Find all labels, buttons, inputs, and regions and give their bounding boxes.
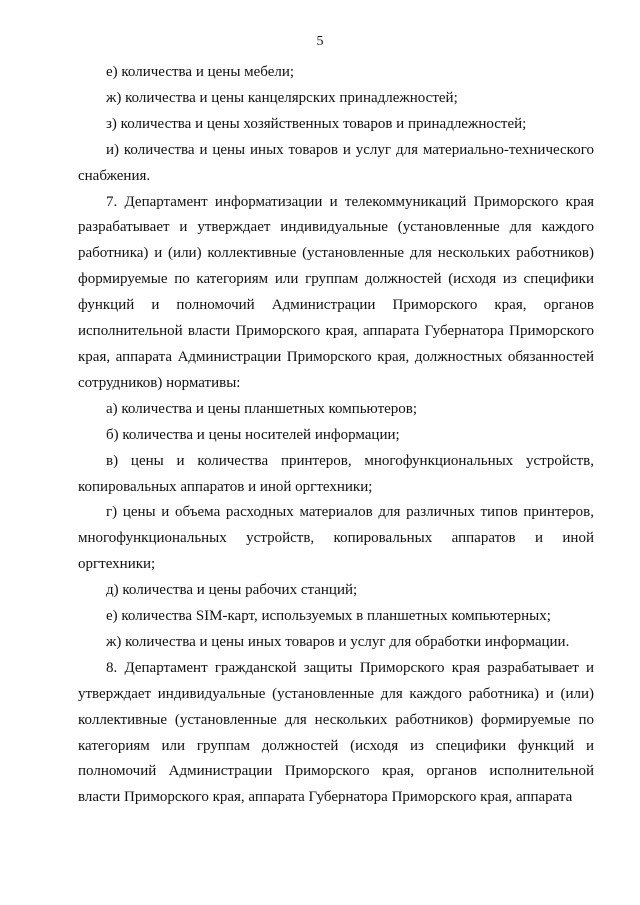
paragraph-item-e2: е) количества SIM-карт, используемых в планшетных компьютерных; xyxy=(106,608,551,625)
paragraph-clause-8: 8. Департамент гражданской защиты Приморского края разрабатывает и утверждает индивидуальные (установленные для каждого работника) и (или) коллективные (установленные для нескольких работников) формируемые по категориям или группам должностей (исходя из специфики функций и полномочий Администрации Приморского края, органов исполнительной власти Приморского края, аппарата Губернатора Приморского края, аппарата xyxy=(78,659,594,806)
paragraph-item-e: е) количества и цены мебели; xyxy=(106,64,295,80)
paragraph-item-g: г) цены и объема расходных материалов для различных типов принтеров, многофункциональных устройств, копировальных аппаратов и иной оргтехники; xyxy=(78,504,594,573)
paragraph-clause-7: 7. Департамент информатизации и телекоммуникаций Приморского края разрабатывает и утверждает индивидуальные (установленные для каждого работника) и (или) коллективные (установленные для нескольких работников) формируемые по категориям или группам должностей (исходя из специфики функций и полномочий Администрации Приморского края, органов исполнительной власти Приморского края, аппарата Губернатора Приморского края, аппарата Администрации Приморского края, должностных обязанностей сотрудников) нормативы: xyxy=(78,193,594,391)
paragraph-item-zh: ж) количества и цены канцелярских принадлежностей; xyxy=(106,89,458,106)
paragraph-item-zh2: ж) количества и цены иных товаров и услуг для обработки информации. xyxy=(106,633,570,650)
paragraph-item-v: в) цены и количества принтеров, многофункциональных устройств, копировальных аппаратов и иной оргтехники; xyxy=(78,452,594,495)
paragraph-item-i: и) количества и цены иных товаров и услуг для материально-технического снабжения. xyxy=(78,141,594,184)
paragraph-item-z: з) количества и цены хозяйственных товаров и принадлежностей; xyxy=(106,115,527,132)
paragraph-item-b: б) количества и цены носителей информации; xyxy=(106,426,400,443)
document-body xyxy=(78,60,594,811)
paragraph-item-d: д) количества и цены рабочих станций; xyxy=(106,582,358,599)
page-number: 5 xyxy=(316,34,324,49)
paragraph-item-a: а) количества и цены планшетных компьютеров; xyxy=(106,400,418,417)
